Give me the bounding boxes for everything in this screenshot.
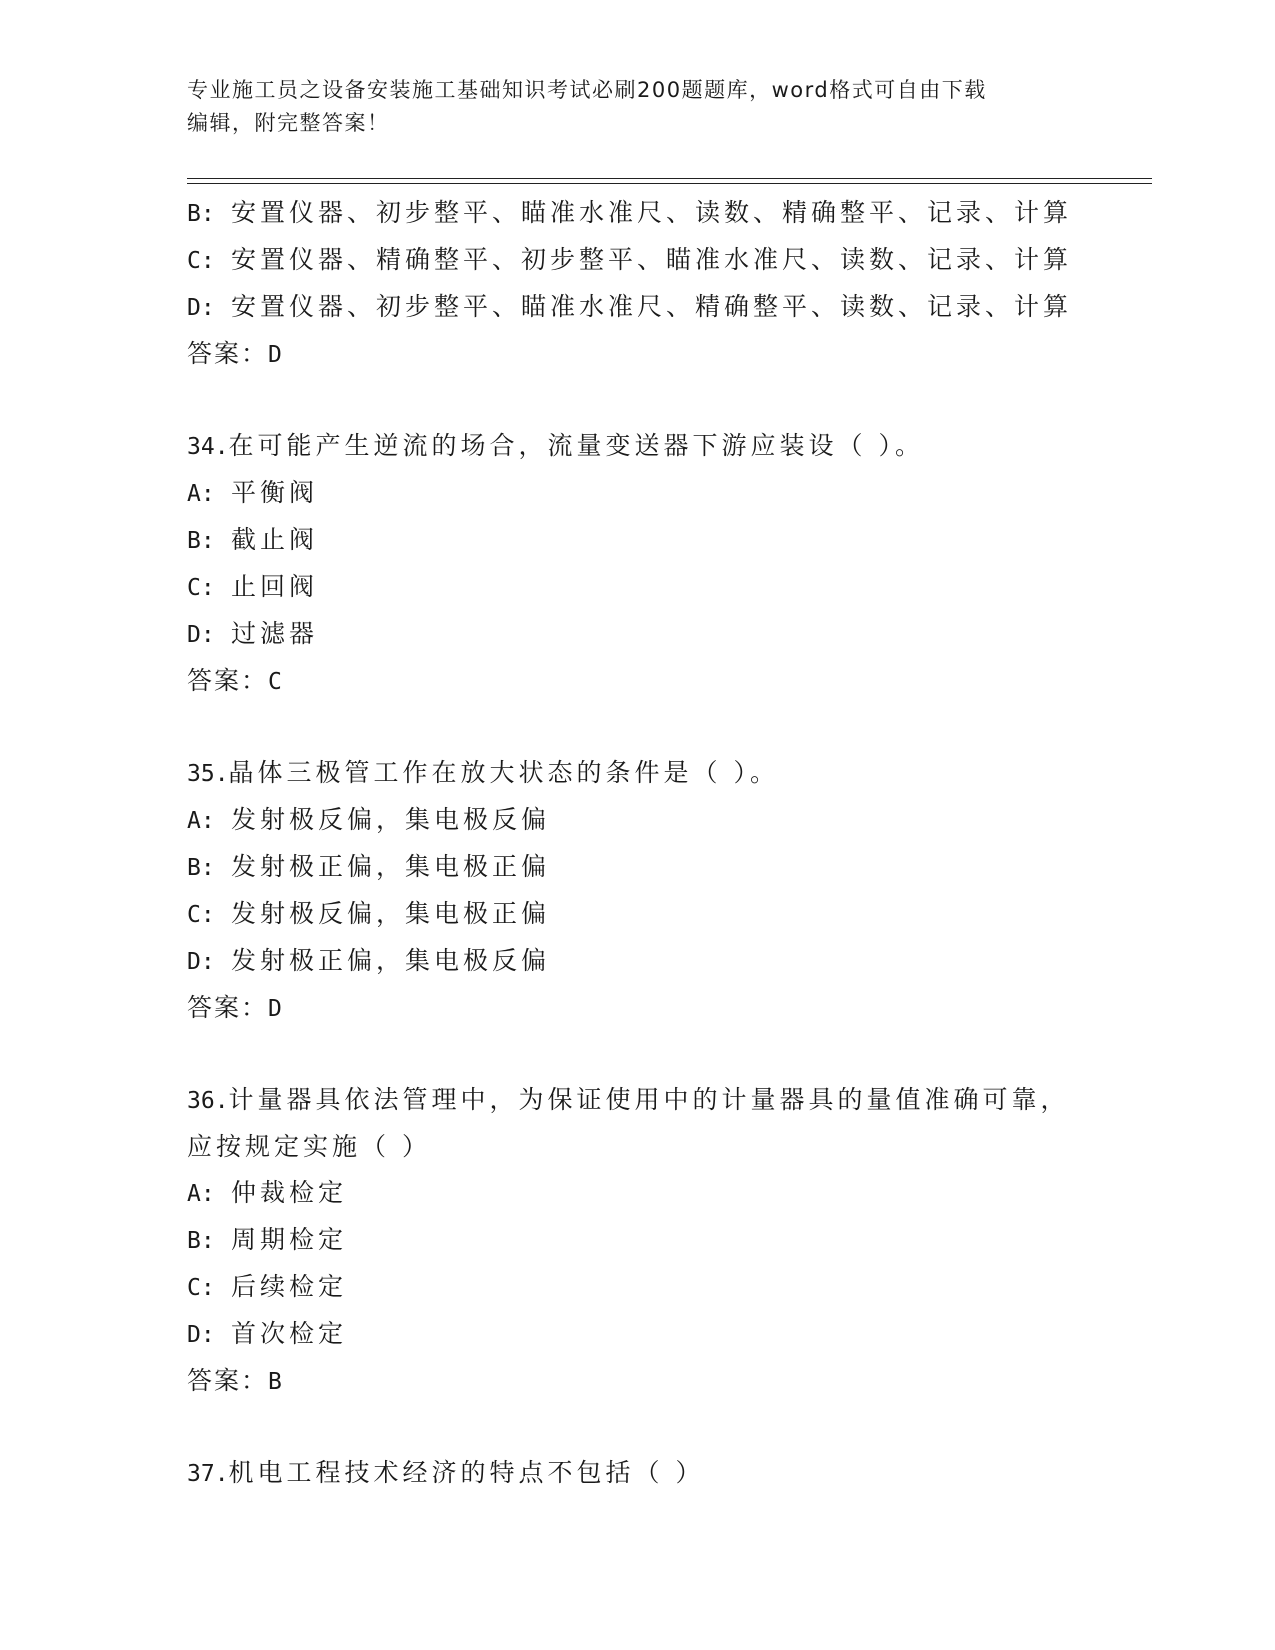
document-header <box>187 74 1087 140</box>
answer-row <box>187 331 1147 378</box>
question-number: 37. <box>187 1461 229 1487</box>
question-stem <box>187 1077 1147 1124</box>
option-letter: D: <box>187 295 215 321</box>
question-stem-continued <box>187 1124 1147 1170</box>
option-text: 截止阀 <box>231 525 319 554</box>
document-page <box>187 0 1147 1650</box>
option-text: 过滤器 <box>231 619 319 648</box>
question-36 <box>187 1077 1147 1405</box>
header-title-line-1: 专业施工员之设备安装施工基础知识考试必刷200题题库，word格式可自由下载 <box>187 78 987 102</box>
answer-value: D <box>268 342 282 368</box>
question-text: 晶体三极管工作在放大状态的条件是（ ）。 <box>228 758 779 787</box>
option-letter: C: <box>187 575 215 601</box>
option-letter: D: <box>187 622 215 648</box>
option-text: 发射极正偏，集电极正偏 <box>231 852 551 881</box>
option-letter: C: <box>187 1275 215 1301</box>
spacer <box>187 1405 1147 1450</box>
question-text: 计量器具依法管理中，为保证使用中的计量器具的量值准确可靠， <box>228 1085 1070 1114</box>
question-text: 应按规定实施（ ） <box>187 1132 431 1161</box>
option-text: 发射极反偏，集电极反偏 <box>231 805 551 834</box>
question-text: 机电工程技术经济的特点不包括（ ） <box>228 1458 705 1487</box>
question-number: 35. <box>187 761 229 787</box>
option-row <box>187 237 1147 284</box>
option-text: 首次检定 <box>231 1319 348 1348</box>
answer-row <box>187 1358 1147 1405</box>
option-row <box>187 470 1147 517</box>
question-stem <box>187 750 1147 797</box>
question-34 <box>187 423 1147 705</box>
option-row <box>187 1264 1147 1311</box>
answer-row <box>187 658 1147 705</box>
question-stem <box>187 1450 1147 1497</box>
answer-value: D <box>268 996 282 1022</box>
spacer <box>187 1032 1147 1077</box>
option-row <box>187 284 1147 331</box>
option-row <box>187 1311 1147 1358</box>
spacer <box>187 378 1147 423</box>
option-row <box>187 1217 1147 1264</box>
question-35 <box>187 750 1147 1032</box>
option-row <box>187 891 1147 938</box>
answer-label: 答案： <box>187 1366 269 1395</box>
option-text: 平衡阀 <box>231 478 319 507</box>
question-list <box>187 190 1147 1497</box>
answer-label: 答案： <box>187 339 269 368</box>
option-letter: C: <box>187 248 215 274</box>
question-stem <box>187 423 1147 470</box>
answer-label: 答案： <box>187 993 269 1022</box>
option-letter: A: <box>187 808 215 834</box>
option-letter: B: <box>187 528 215 554</box>
option-letter: B: <box>187 855 215 881</box>
header-divider-top <box>187 178 1152 179</box>
option-text: 安置仪器、初步整平、瞄准水准尺、精确整平、读数、记录、计算 <box>231 292 1073 321</box>
spacer <box>187 705 1147 750</box>
option-letter: B: <box>187 201 215 227</box>
option-row <box>187 938 1147 985</box>
option-text: 安置仪器、精确整平、初步整平、瞄准水准尺、读数、记录、计算 <box>231 245 1073 274</box>
answer-value: C <box>268 669 282 695</box>
option-letter: D: <box>187 1322 215 1348</box>
option-text: 仲裁检定 <box>231 1178 348 1207</box>
option-letter: A: <box>187 1181 215 1207</box>
question-number: 36. <box>187 1088 229 1114</box>
option-text: 发射极反偏，集电极正偏 <box>231 899 551 928</box>
option-letter: A: <box>187 481 215 507</box>
option-row <box>187 611 1147 658</box>
option-row <box>187 1170 1147 1217</box>
option-row <box>187 797 1147 844</box>
option-text: 周期检定 <box>231 1225 348 1254</box>
question-number: 34. <box>187 434 229 460</box>
answer-value: B <box>268 1369 282 1395</box>
option-row <box>187 564 1147 611</box>
header-title-line-2: 编辑，附完整答案！ <box>187 111 390 135</box>
question-37 <box>187 1450 1147 1497</box>
answer-label: 答案： <box>187 666 269 695</box>
option-text: 止回阀 <box>231 572 319 601</box>
answer-row <box>187 985 1147 1032</box>
question-text: 在可能产生逆流的场合，流量变送器下游应装设（ ）。 <box>228 431 924 460</box>
header-divider-bottom <box>187 183 1152 184</box>
option-row <box>187 517 1147 564</box>
option-text: 后续检定 <box>231 1272 348 1301</box>
option-letter: B: <box>187 1228 215 1254</box>
option-text: 安置仪器、初步整平、瞄准水准尺、读数、精确整平、记录、计算 <box>231 198 1073 227</box>
option-letter: D: <box>187 949 215 975</box>
option-letter: C: <box>187 902 215 928</box>
option-row <box>187 190 1147 237</box>
option-row <box>187 844 1147 891</box>
option-text: 发射极正偏，集电极反偏 <box>231 946 551 975</box>
question-33-continued <box>187 190 1147 378</box>
